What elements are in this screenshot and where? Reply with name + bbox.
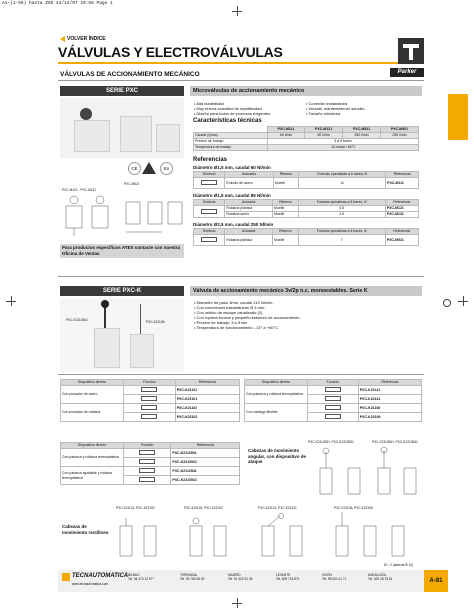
device-label: Con palanca y roldana termoplástica bbox=[246, 392, 303, 396]
ce-mark-icon: CE bbox=[128, 162, 141, 175]
function-symbol bbox=[308, 386, 359, 395]
ref-header: Retorno bbox=[273, 229, 299, 235]
feature-item: • Diámetro de paso 3mm, caudal 210 Nl/min. bbox=[194, 300, 274, 305]
device-label: Con pulsador de roldana bbox=[62, 410, 101, 414]
table-header: Referencia bbox=[175, 380, 239, 386]
pxck-table-c bbox=[60, 442, 240, 485]
pxck-img-label-2: PXC-K21106 bbox=[146, 320, 165, 324]
tech-header: PXC-M521 bbox=[343, 127, 381, 133]
office-city: ANDALUCÍA bbox=[368, 573, 387, 577]
tech-header: PXC-M121 bbox=[305, 127, 343, 133]
office-city: MADRID bbox=[228, 573, 241, 577]
pxck-features bbox=[194, 300, 422, 330]
ref-cell: PXC-M111 bbox=[386, 178, 419, 189]
function-symbol bbox=[308, 404, 359, 413]
feature-item: • Diseño para todos de procesos exigentes bbox=[194, 111, 271, 116]
registration-circle bbox=[443, 299, 451, 307]
ref-header: Símbolo bbox=[194, 200, 225, 206]
table-header: Referencia bbox=[358, 380, 421, 386]
device-label: Con palanca y roldana termoplástica bbox=[62, 455, 119, 459]
office-city: BILBAO bbox=[128, 573, 140, 577]
pxc-product-photo bbox=[60, 98, 184, 158]
tech-cell: 60 l/min bbox=[305, 133, 343, 139]
feature-item: • Con ruptura brusca y pequeño esfuerzo de accionamiento. bbox=[194, 315, 301, 320]
ref-cell: 4,5 bbox=[298, 212, 385, 218]
pxc-heading: Microválvulas de accionamiento mecánico bbox=[190, 86, 422, 96]
office-city: TERRASSA bbox=[180, 573, 198, 577]
title-rule bbox=[58, 62, 398, 64]
office-tel: Tel. 93 785 65 00 bbox=[180, 577, 205, 581]
function-symbol bbox=[308, 413, 359, 422]
ref-cell: 4,5 bbox=[298, 206, 385, 212]
device-label: Con palanca ajustable y roldana termoplástica bbox=[62, 470, 113, 480]
feature-item: • Presión de trabajo: 3 a 9 bar. bbox=[194, 320, 248, 325]
ref-cell: Muelle bbox=[273, 212, 299, 218]
ref-cell: Roldana plástica bbox=[225, 235, 273, 246]
page-number: A-81 bbox=[424, 570, 448, 592]
office-madrid bbox=[228, 573, 276, 581]
feature-item: • Temperatura de funcionamiento: -15° a +60°C. bbox=[194, 325, 280, 330]
ref-cell: 11 bbox=[299, 178, 386, 189]
back-to-index-link[interactable] bbox=[60, 36, 106, 42]
ref-heading: Referencias bbox=[193, 157, 228, 163]
pxc-features-left bbox=[194, 101, 304, 116]
dim-bottom-label-3: PXC-K21121, PXC-K22121 bbox=[258, 506, 297, 510]
valve-symbol bbox=[194, 206, 225, 218]
dimension-note: Ø = 2 (salerna Ø 10) bbox=[384, 563, 414, 567]
angular-dimension-drawings bbox=[308, 446, 424, 498]
feature-item: • Muy buena exactitud de repetitividad bbox=[194, 106, 262, 111]
office-tel: Tel. 94 470 12 57* bbox=[128, 577, 154, 581]
side-accent-tab bbox=[448, 94, 468, 140]
ref-group-title: Diámetro Ø2,5 mm, caudal 250 Nl/min bbox=[193, 222, 274, 227]
function-symbol bbox=[308, 395, 359, 404]
ref-header: Actuador bbox=[225, 200, 273, 206]
rectilinear-dimension-drawings bbox=[114, 512, 424, 560]
divider bbox=[58, 276, 424, 277]
tech-header: PXC-M501 bbox=[381, 127, 419, 133]
valve-symbol bbox=[194, 178, 225, 189]
tech-header: PXC-M111 bbox=[267, 127, 304, 133]
pxc-dim-label-1: PXC-M121 · PXC-M131 bbox=[62, 188, 97, 192]
feature-item: • Tamaño miniatura bbox=[306, 111, 341, 116]
ref-cell: Roldana plástica bbox=[225, 206, 273, 212]
pxck-table-a bbox=[60, 379, 240, 422]
function-symbol bbox=[124, 404, 176, 413]
feature-item: • Alta durabilidad bbox=[194, 101, 224, 106]
ref-table bbox=[193, 171, 419, 189]
tech-cell: 3 a 8 bares bbox=[267, 139, 418, 145]
parker-logo: Parker bbox=[390, 68, 424, 77]
office-andalucia bbox=[368, 573, 418, 581]
ref-cell: Muelle bbox=[273, 235, 299, 246]
print-header: A1-(1-55) hasta ZSO 24/12/07 10:58 Page 1 bbox=[2, 1, 113, 6]
table-header: Dispositivo directo bbox=[245, 380, 308, 386]
tech-cell: 60 l/min bbox=[267, 133, 304, 139]
ref-cell: PXC-K2210531 bbox=[171, 458, 240, 467]
pxck-heading: Válvula de accionamiento mecánico 3v/2p n.c. monoestables. Serie K bbox=[190, 286, 422, 296]
ref-cell: PXC-K2110531 bbox=[171, 449, 240, 458]
table-header: Función bbox=[124, 380, 176, 386]
ref-header: Fuerzas operativas a 6 bares, N bbox=[298, 229, 385, 235]
back-arrow-icon bbox=[60, 36, 65, 42]
function-symbol bbox=[124, 395, 176, 404]
device-cell bbox=[61, 449, 124, 467]
ref-cell: PXC-K2210541 bbox=[171, 476, 240, 485]
ref-header: Fuerzas operativas a 6 bares, N bbox=[299, 172, 386, 178]
ref-cell: PXC-K21106 bbox=[358, 404, 421, 413]
ref-header: Actuador bbox=[225, 172, 274, 178]
valve-symbol bbox=[194, 235, 225, 246]
ref-group-title: Diámetro Ø1,5 mm, caudal 85 Nl/min bbox=[193, 193, 271, 198]
device-cell bbox=[61, 404, 124, 422]
divider bbox=[58, 374, 424, 375]
pxc-references bbox=[193, 165, 419, 246]
device-label: Con vástago flexible bbox=[246, 410, 278, 414]
company-website[interactable]: www.tecnautomatica.com bbox=[72, 582, 109, 586]
ref-header: Símbolo bbox=[194, 229, 225, 235]
back-link-label: VOLVER ÍNDICE bbox=[67, 36, 106, 42]
ref-header: Fuerzas operativas a 6 bares, N bbox=[298, 200, 385, 206]
pxc-features-right bbox=[306, 101, 416, 116]
series-pxck-label: SERIE PXC-K bbox=[60, 286, 184, 296]
ref-header: Referencia bbox=[385, 229, 418, 235]
registration-mark-bottom bbox=[232, 598, 242, 608]
ref-cell: PXC-M121 bbox=[385, 206, 418, 212]
dim-bottom-label-4: PXC-K21106, PXC-K22106 bbox=[334, 506, 373, 510]
tech-table bbox=[193, 126, 419, 151]
ref-cell: Muelle bbox=[273, 206, 299, 212]
ref-header: Retorno bbox=[273, 200, 299, 206]
tech-cell: -15 hasta +60°C bbox=[267, 145, 418, 151]
ref-cell: PXC-K22106 bbox=[358, 413, 421, 422]
function-symbol bbox=[124, 449, 171, 458]
office-terrassa bbox=[180, 573, 228, 581]
office-tel: Tel. 609 716 871 bbox=[276, 577, 300, 581]
tech-cell: Caudal (Qnxa) bbox=[194, 133, 268, 139]
registration-mark-right bbox=[458, 296, 468, 306]
ref-header: Actuador bbox=[225, 229, 273, 235]
product-category-icon bbox=[398, 38, 424, 64]
ref-table bbox=[193, 199, 419, 218]
tech-cell: 250 l/min bbox=[381, 133, 419, 139]
pxck-img-label-1: PXC-K2110541 bbox=[66, 318, 88, 322]
device-cell bbox=[245, 386, 308, 404]
ref-cell: PXC-K22102 bbox=[175, 413, 239, 422]
ref-cell: PXC-M131 bbox=[385, 212, 418, 218]
ref-cell: Muelle bbox=[273, 178, 298, 189]
company-logo-icon bbox=[62, 573, 70, 581]
office-city: GIJÓN bbox=[322, 573, 332, 577]
ref-header: Símbolo bbox=[194, 172, 225, 178]
pxck-table-b bbox=[244, 379, 422, 422]
ref-cell: PXC-M521 bbox=[385, 235, 418, 246]
ref-cell: PXC-K21101 bbox=[175, 386, 239, 395]
device-cell bbox=[245, 404, 308, 422]
tech-heading: Características técnicas bbox=[193, 118, 262, 124]
table-header: Función bbox=[124, 443, 171, 449]
tech-cell: Temperatura de trabajo bbox=[194, 145, 268, 151]
feature-item: • Versátil, mantenimiento sencillo bbox=[306, 106, 365, 111]
registration-mark-left bbox=[6, 296, 16, 306]
ref-cell: PXC-K21121 bbox=[358, 386, 421, 395]
function-symbol bbox=[124, 467, 171, 476]
table-header: Referencia bbox=[171, 443, 240, 449]
dim-bottom-label-2: PXC-K21102, PXC-K22102 bbox=[184, 506, 223, 510]
device-label: Con pulsador de acero bbox=[62, 392, 98, 396]
ref-group-title: Diámetro Ø1,5 mm, caudal 60 Nl/min bbox=[193, 165, 271, 170]
dim-top-label-1: PXC-K2110531, PXC-K2210531 bbox=[308, 440, 354, 444]
ref-header: Retorno bbox=[273, 172, 298, 178]
office-bilbao bbox=[128, 573, 180, 581]
ref-cell: Roldana acero bbox=[225, 212, 273, 218]
atex-note: Para productos específicos ATEX contacte con nuestra Oficina de Ventas bbox=[60, 244, 184, 258]
series-pxc-label: SERIE PXC bbox=[60, 86, 184, 96]
page-title: VÁLVULAS Y ELECTROVÁLVULAS bbox=[58, 44, 283, 60]
feature-item: • Con conexiones instantáneas Ø 4 mm. bbox=[194, 305, 266, 310]
atex-warning-icon bbox=[142, 162, 156, 174]
function-symbol bbox=[124, 476, 171, 485]
function-symbol bbox=[124, 458, 171, 467]
feature-item: • Con orificio de escape canalizado (2). bbox=[194, 310, 264, 315]
table-header: Función bbox=[308, 380, 359, 386]
ref-cell: PXC-K21102 bbox=[175, 404, 239, 413]
dim-top-label-2: PXC-K2110541, PXC-K2210541 bbox=[372, 440, 418, 444]
office-city: LEVANTE bbox=[276, 573, 291, 577]
table-header: Dispositivo directo bbox=[61, 443, 124, 449]
ref-cell: PXC-K22101 bbox=[175, 395, 239, 404]
office-tel: Tel. 91 432 51 05 bbox=[228, 577, 253, 581]
ref-header: Referencia bbox=[385, 200, 418, 206]
office-levante bbox=[276, 573, 324, 581]
table-header: Dispositivo directo bbox=[61, 380, 124, 386]
tech-cell: 250 l/min bbox=[343, 133, 381, 139]
function-symbol bbox=[124, 413, 176, 422]
pxc-dimension-drawings bbox=[60, 192, 186, 240]
section-title: VÁLVULAS DE ACCIONAMIENTO MECÁNICO bbox=[60, 71, 200, 78]
cabezas-angular-label: Cabezas de movimiento angular, con dispositivo de ataque bbox=[248, 448, 307, 464]
company-name: TECNAUTOMATICA bbox=[72, 573, 129, 579]
ref-cell: PXC-K2110541 bbox=[171, 467, 240, 476]
pxc-dim-label-2: PXC-M521 bbox=[124, 182, 140, 186]
office-gijon bbox=[322, 573, 370, 581]
ref-cell: 7 bbox=[298, 235, 385, 246]
cabezas-rectilineo-label: Cabezas de movimiento rectilíneo bbox=[62, 524, 109, 535]
tech-cell: Presión de trabajo bbox=[194, 139, 268, 145]
section-rule bbox=[58, 80, 424, 81]
ref-table bbox=[193, 228, 419, 246]
ref-cell: Émbolo de acero bbox=[225, 178, 274, 189]
device-cell bbox=[61, 386, 124, 404]
ref-cell: PXC-K22121 bbox=[358, 395, 421, 404]
registration-mark-top bbox=[232, 6, 242, 16]
feature-item: • Conexión instantánea bbox=[306, 101, 348, 106]
pxck-product-photo bbox=[60, 298, 184, 372]
device-cell bbox=[61, 467, 124, 485]
office-tel: Tel. 629 48 75 61 bbox=[368, 577, 393, 581]
office-tel: Tel. 98 531 61 71 bbox=[322, 577, 347, 581]
ex-mark-icon: Ex bbox=[160, 162, 173, 175]
function-symbol bbox=[124, 386, 176, 395]
ref-header: Referencia bbox=[386, 172, 419, 178]
dim-bottom-label-1: PXC-K21101, PXC-K22101 bbox=[116, 506, 155, 510]
